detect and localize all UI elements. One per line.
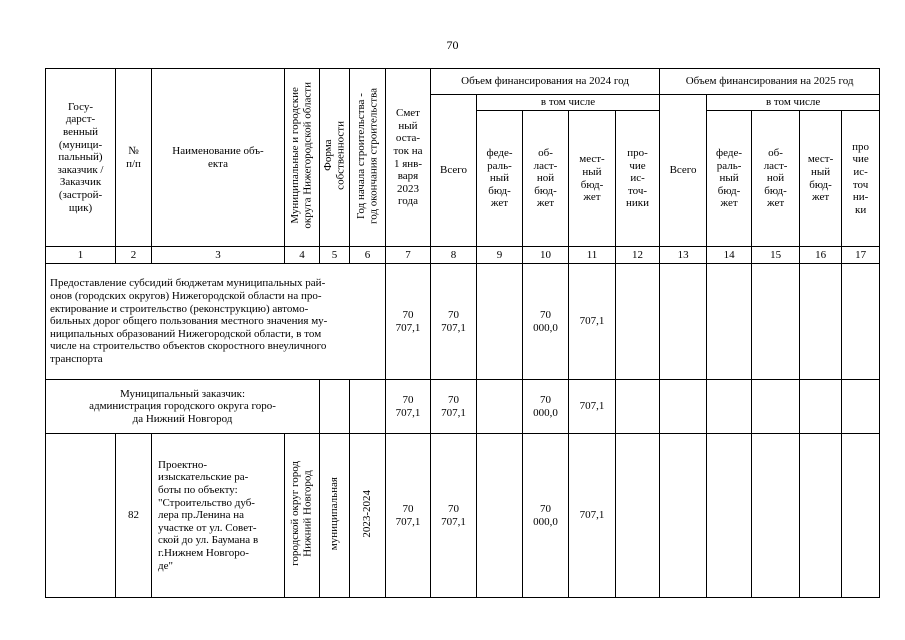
- header-balance: Смет ный оста- ток на 1 янв- варя 2023 года: [386, 69, 431, 247]
- customer-local-2025: [800, 380, 842, 434]
- section-total-2025: [660, 264, 707, 380]
- header-funding-2024: Объем финансирования на 2024 год: [431, 69, 660, 95]
- customer-balance: 70 707,1: [386, 380, 431, 434]
- customer-other-2025: [842, 380, 880, 434]
- funding-table: [45, 68, 880, 598]
- column-number: 8: [431, 247, 477, 264]
- header-object-name: Наименование объ- екта: [152, 69, 285, 247]
- section-local-2025: [800, 264, 842, 380]
- section-description: Предоставление субсидий бюджетам муниципальных рай- онов (городских округов) Нижегородской области на про- ектирование и строительство (реконструкцию) автомо- бильных дорог общего пользования местного значения му- ниципальных образований Нижегородской области, в том числе на строительство объектов скоростного внеуличного транспорта: [46, 264, 386, 380]
- column-number: 1: [46, 247, 116, 264]
- object-number: 82: [116, 434, 152, 598]
- section-other-2025: [842, 264, 880, 380]
- customer-ownership: [320, 380, 350, 434]
- object-regional-2025: [752, 434, 800, 598]
- customer-other-2024: [616, 380, 660, 434]
- object-customer: [46, 434, 116, 598]
- object-other-2024: [616, 434, 660, 598]
- header-total-2024: Всего: [431, 95, 477, 247]
- header-total-2025: Всего: [660, 95, 707, 247]
- page-number: 70: [446, 38, 459, 52]
- column-number: 9: [477, 247, 523, 264]
- header-number: № п/п: [116, 69, 152, 247]
- column-numbers-row: [46, 247, 880, 264]
- header-funding-2025: Объем финансирования на 2025 год: [660, 69, 880, 95]
- header-regional-2025: об- ласт- ной бюд- жет: [752, 111, 800, 247]
- column-number: 12: [616, 247, 660, 264]
- column-number: 3: [152, 247, 285, 264]
- header-years: Год начала строительства - год окончания строительства: [350, 69, 386, 247]
- object-federal-2024: [477, 434, 523, 598]
- object-total-2025: [660, 434, 707, 598]
- column-number: 17: [842, 247, 880, 264]
- header-federal-2024: феде- раль- ный бюд- жет: [477, 111, 523, 247]
- header-local-2025: мест- ный бюд- жет: [800, 111, 842, 247]
- customer-total-2024: 70 707,1: [431, 380, 477, 434]
- customer-row: [46, 380, 880, 434]
- customer-regional-2024: 70 000,0: [523, 380, 569, 434]
- section-federal-2025: [707, 264, 752, 380]
- customer-federal-2025: [707, 380, 752, 434]
- object-row: [46, 434, 880, 598]
- column-number: 4: [285, 247, 320, 264]
- header-other-2025: про чие ис- точ ни- ки: [842, 111, 880, 247]
- column-number: 6: [350, 247, 386, 264]
- column-number: 15: [752, 247, 800, 264]
- header-federal-2025: феде- раль- ный бюд- жет: [707, 111, 752, 247]
- column-number: 16: [800, 247, 842, 264]
- object-other-2025: [842, 434, 880, 598]
- header-customer: Госу- дарст- венный (муници- пальный) заказчик / Заказчик (застрой- щик): [46, 69, 116, 247]
- column-number: 5: [320, 247, 350, 264]
- header-ownership: Форма собственности: [320, 69, 350, 247]
- header-other-2024: про- чие ис- точ- ники: [616, 111, 660, 247]
- section-other-2024: [616, 264, 660, 380]
- object-years: 2023-2024: [350, 434, 386, 598]
- customer-local-2024: 707,1: [569, 380, 616, 434]
- section-row: [46, 264, 880, 380]
- object-federal-2025: [707, 434, 752, 598]
- section-balance: 70 707,1: [386, 264, 431, 380]
- object-municipality: городской округ город Нижний Новгород: [285, 434, 320, 598]
- customer-regional-2025: [752, 380, 800, 434]
- header-including-2024: в том числе: [477, 95, 660, 111]
- object-total-2024: 70 707,1: [431, 434, 477, 598]
- customer-description: Муниципальный заказчик: администрация городского округа горо- да Нижний Новгород: [46, 380, 320, 434]
- header-local-2024: мест- ный бюд- жет: [569, 111, 616, 247]
- header-regional-2024: об- ласт- ной бюд- жет: [523, 111, 569, 247]
- object-local-2024: 707,1: [569, 434, 616, 598]
- section-local-2024: 707,1: [569, 264, 616, 380]
- section-total-2024: 70 707,1: [431, 264, 477, 380]
- object-ownership: муниципальная: [320, 434, 350, 598]
- section-regional-2024: 70 000,0: [523, 264, 569, 380]
- column-number: 7: [386, 247, 431, 264]
- customer-years: [350, 380, 386, 434]
- section-federal-2024: [477, 264, 523, 380]
- object-local-2025: [800, 434, 842, 598]
- section-regional-2025: [752, 264, 800, 380]
- column-number: 2: [116, 247, 152, 264]
- column-number: 13: [660, 247, 707, 264]
- header-municipalities: Муниципальные и городские округа Нижегородской области: [285, 69, 320, 247]
- column-number: 11: [569, 247, 616, 264]
- column-number: 10: [523, 247, 569, 264]
- column-number: 14: [707, 247, 752, 264]
- object-regional-2024: 70 000,0: [523, 434, 569, 598]
- object-balance: 70 707,1: [386, 434, 431, 598]
- header-including-2025: в том числе: [707, 95, 880, 111]
- customer-total-2025: [660, 380, 707, 434]
- customer-federal-2024: [477, 380, 523, 434]
- object-name: Проектно- изыскательские ра- боты по объекту: "Строительство дуб- лера пр.Ленина на участке от ул. Совет- ской до ул. Баумана в г.Нижнем Новгоро- де": [152, 434, 285, 598]
